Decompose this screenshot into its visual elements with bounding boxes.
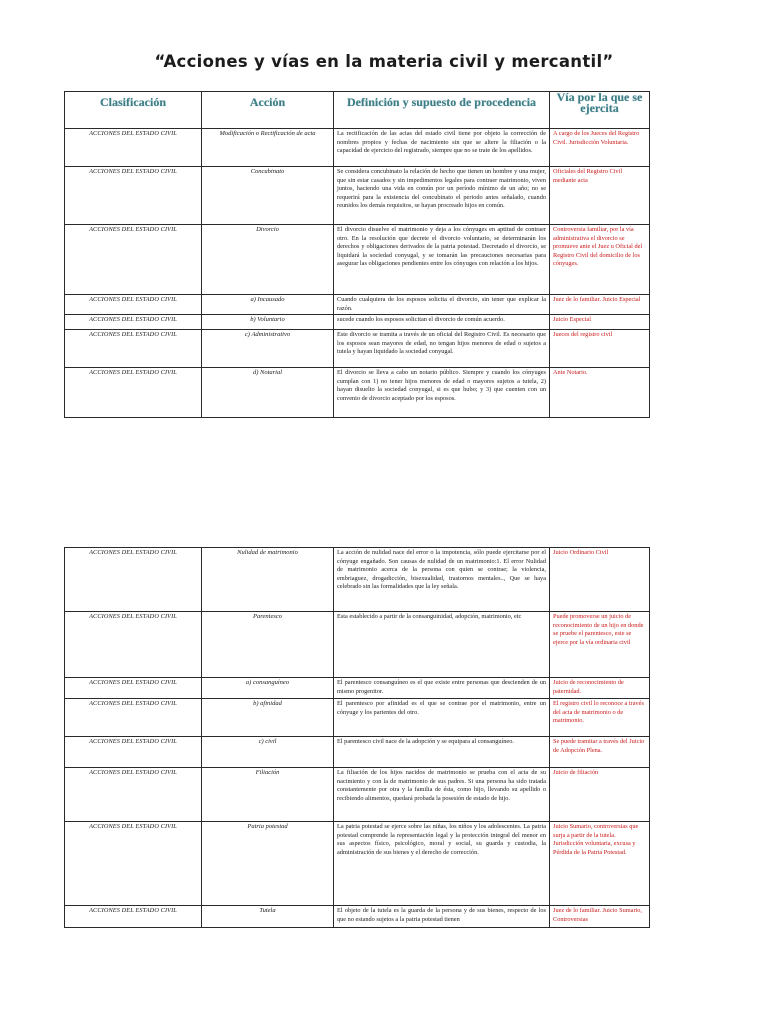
- table-row: [65, 548, 650, 612]
- definicion-cell: El divorcio disuelve el matrimonio y deja a los cónyuges en aptitud de contraer otro. En la resolución que decrete el divorcio voluntario, se determinarán los derechos y obligaciones derivados de la patria potestad. Decretado el divorcio, se liquidará la sociedad conyugal, y se tomarán las precauciones necesarias para asegurar las obligaciones pendientes entre los cónyuges con relación a los hijos.: [334, 225, 550, 295]
- definicion-cell: La rectificación de las actas del estado civil tiene por objeto la corrección de nombres propios y fechas de nacimiento sin que se altere la filiación o la capacidad de ejercicio del registrado, siempre que no se trate de los apellidos.: [334, 129, 550, 167]
- accion-cell: Tutela: [202, 906, 334, 928]
- via-cell: A cargo de los Jueces del Registro Civil. Jurisdicción Voluntaria.: [550, 129, 650, 167]
- table-header-row: [65, 92, 650, 129]
- table-row: [65, 167, 650, 225]
- accion-cell: c) civil: [202, 737, 334, 768]
- clasificacion-cell: ACCIONES DEL ESTADO CIVIL: [65, 330, 202, 368]
- accion-cell: Concubinato: [202, 167, 334, 225]
- acciones-table-2: [64, 547, 650, 928]
- definicion-cell: La patria potestad se ejerce sobre las niñas, los niños y los adolescentes. La patria potestad comprende la representación legal y la protección integral del menor en sus aspectos físico, psicológico, moral y social, su guarda y custodia, la administración de sus bienes y el derecho de corrección.: [334, 822, 550, 906]
- accion-cell: Patria potestad: [202, 822, 334, 906]
- via-cell: Juicio Ordinario Civil: [550, 548, 650, 612]
- clasificacion-cell: ACCIONES DEL ESTADO CIVIL: [65, 315, 202, 330]
- via-cell: Juez de lo familiar. Juicio Especial: [550, 295, 650, 315]
- clasificacion-cell: ACCIONES DEL ESTADO CIVIL: [65, 612, 202, 678]
- clasificacion-cell: ACCIONES DEL ESTADO CIVIL: [65, 129, 202, 167]
- acciones-table-1: [64, 91, 650, 418]
- clasificacion-cell: ACCIONES DEL ESTADO CIVIL: [65, 167, 202, 225]
- table-row: [65, 315, 650, 330]
- via-cell: Ante Notario.: [550, 368, 650, 418]
- page-title: “Acciones y vías en la materia civil y mercantil”: [154, 52, 614, 71]
- table-row: [65, 678, 650, 699]
- definicion-cell: El objeto de la tutela es la guarda de la persona y de sus bienes, respecto de los que no estando sujetos a la patria potestad tienen: [334, 906, 550, 928]
- via-cell: Puede promoverse un juicio de reconocimiento de un hijo en donde se pruebe el parentesco, este se ejerce por la vía ordinaria civil: [550, 612, 650, 678]
- accion-cell: Divorcio: [202, 225, 334, 295]
- via-cell: Se puede tramitar a través del Juicio de Adopción Plena.: [550, 737, 650, 768]
- clasificacion-cell: ACCIONES DEL ESTADO CIVIL: [65, 822, 202, 906]
- definicion-cell: El parentesco consanguíneo es el que existe entre personas que descienden de un mismo progenitor.: [334, 678, 550, 699]
- accion-cell: c) Administrativo: [202, 330, 334, 368]
- definicion-cell: La acción de nulidad nace del error o la impotencia, sólo puede ejercitarse por el cónyuge engañado. Son causas de nulidad de un matrimonio:1. El error Nulidad de matrimonio acerca de la persona con quien se contrae; la violencia, embriaguez, drogadicción, bisexualidad, trastornos mentales.., Que se haya celebrado sin las formalidades que la ley señala.: [334, 548, 550, 612]
- definicion-cell: Se considera concubinato la relación de hecho que tienen un hombre y una mujer, que sin estar casados y sin impedimentos legales para contraer matrimonio, viven juntos, haciendo una vida en común por un período mínimo de un año; no se requerirá para la existencia del concubinato el periodo antes señalado, cuando reunidos los demás requisitos, se hayan procreado hijos en común.: [334, 167, 550, 225]
- definicion-cell: El parentesco por afinidad es el que se contrae por el matrimonio, entre un cónyuge y los parientes del otro.: [334, 699, 550, 737]
- via-cell: Juez de lo familiar. Juicio Sumario, Controversias: [550, 906, 650, 928]
- table-row: [65, 612, 650, 678]
- table-row: [65, 737, 650, 768]
- clasificacion-cell: ACCIONES DEL ESTADO CIVIL: [65, 737, 202, 768]
- clasificacion-cell: ACCIONES DEL ESTADO CIVIL: [65, 678, 202, 699]
- clasificacion-cell: ACCIONES DEL ESTADO CIVIL: [65, 768, 202, 822]
- accion-cell: a) Incausado: [202, 295, 334, 315]
- clasificacion-cell: ACCIONES DEL ESTADO CIVIL: [65, 699, 202, 737]
- accion-cell: a) consanguíneo: [202, 678, 334, 699]
- accion-cell: Filiación: [202, 768, 334, 822]
- table-row: [65, 368, 650, 418]
- definicion-cell: sucede cuando los esposos solicitan el divorcio de común acuerdo.: [334, 315, 550, 330]
- accion-cell: b) afinidad: [202, 699, 334, 737]
- clasificacion-cell: ACCIONES DEL ESTADO CIVIL: [65, 548, 202, 612]
- header-via: Vía por la que se ejercita: [550, 92, 650, 129]
- header-accion: Acción: [202, 92, 334, 129]
- via-cell: Controversia familiar, por la vía administrativa el divorcio se promueve ante el Juez u Oficial del Registro Civil del domicilio de los cónyuges.: [550, 225, 650, 295]
- clasificacion-cell: ACCIONES DEL ESTADO CIVIL: [65, 295, 202, 315]
- table-row: [65, 225, 650, 295]
- accion-cell: Parentesco: [202, 612, 334, 678]
- accion-cell: Modificación o Rectificación de acta: [202, 129, 334, 167]
- table-row: [65, 330, 650, 368]
- via-cell: Juicio de filiación: [550, 768, 650, 822]
- via-cell: Jueces del registro civil: [550, 330, 650, 368]
- clasificacion-cell: ACCIONES DEL ESTADO CIVIL: [65, 906, 202, 928]
- via-cell: El registro civil lo reconoce a través del acta de matrimonio o de matrimonio.: [550, 699, 650, 737]
- accion-cell: b) Voluntario: [202, 315, 334, 330]
- definicion-cell: El parentesco civil nace de la adopción y se equipara al consanguíneo.: [334, 737, 550, 768]
- header-clasificacion: Clasificación: [65, 92, 202, 129]
- definicion-cell: La filiación de los hijos nacidos de matrimonio se prueba con el acta de su nacimiento y con la de matrimonio de sus padres. Si una persona ha sido tratada constantemente por otra y la familia de ésta, como hijo, llevando su apellido o recibiendo alimentos, quedará probada la posesión de estado de hijo.: [334, 768, 550, 822]
- table-row: [65, 129, 650, 167]
- table-row: [65, 699, 650, 737]
- table-2-body: [65, 548, 650, 928]
- via-cell: Juicio de reconocimiento de paternidad.: [550, 678, 650, 699]
- definicion-cell: Este divorcio se tramita a través de un oficial del Registro Civil. Es necesario que los esposos sean mayores de edad, no tengan hijos menores de edad o sujetos a tutela y hayan liquidado la sociedad conyugal.: [334, 330, 550, 368]
- definicion-cell: Cuando cualquiera de los esposos solicita el divorcio, sin tener que explicar la razón.: [334, 295, 550, 315]
- via-cell: Juicio Sumario, controversias que surja a partir de la tutela. Jurisdicción voluntaria, excusa y Pérdida de la Patria Potestad.: [550, 822, 650, 906]
- via-cell: Juicio Especial: [550, 315, 650, 330]
- table-row: [65, 295, 650, 315]
- table-1-body: [65, 129, 650, 418]
- clasificacion-cell: ACCIONES DEL ESTADO CIVIL: [65, 368, 202, 418]
- table-row: [65, 906, 650, 928]
- accion-cell: d) Notarial: [202, 368, 334, 418]
- accion-cell: Nulidad de matrimonio: [202, 548, 334, 612]
- header-definicion: Definición y supuesto de procedencia: [334, 92, 550, 129]
- table-row: [65, 822, 650, 906]
- table-row: [65, 768, 650, 822]
- via-cell: Oficiales del Registro Civil mediante acta: [550, 167, 650, 225]
- definicion-cell: Esta establecido a partir de la consanguinidad, adopción, matrimonio, etc: [334, 612, 550, 678]
- clasificacion-cell: ACCIONES DEL ESTADO CIVIL: [65, 225, 202, 295]
- definicion-cell: El divorcio se lleva a cabo un notario público. Siempre y cuando los cónyuges cumplan con 1) no tener hijos menores de edad o mayores sujetos a tutela, 2) hayan disuelto la sociedad conyugal, si es que hubo; y 3) que cuenten con un convenio de divorcio aceptado por los esposos.: [334, 368, 550, 418]
